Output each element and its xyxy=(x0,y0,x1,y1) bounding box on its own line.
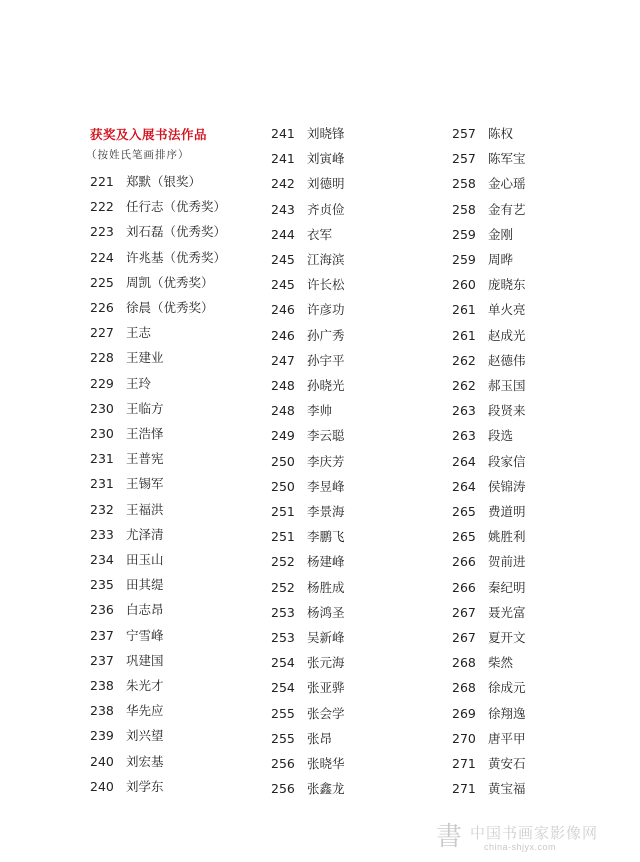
entry-number: 265 xyxy=(452,504,476,519)
entry-name: 段贤来 xyxy=(488,403,526,419)
entry-name: 柴然 xyxy=(488,655,514,671)
entry-name: 刘宏基 xyxy=(126,753,164,769)
entry-number: 243 xyxy=(271,201,295,217)
entry-name: 金心瑶 xyxy=(488,176,526,192)
page-subtitle: （按姓氏笔画排序） xyxy=(86,149,190,161)
entry-name: 杨鸿圣 xyxy=(307,604,345,620)
entry-number: 247 xyxy=(271,352,295,368)
entry-number: 264 xyxy=(452,453,476,469)
entry-name: 李鹏飞 xyxy=(307,529,345,545)
entry-number: 257 xyxy=(452,151,476,167)
entry-name: 华先应 xyxy=(126,703,164,719)
entry-name: 王浩怿 xyxy=(126,426,164,441)
watermark-seal: 書 xyxy=(435,822,462,852)
entry-number: 268 xyxy=(452,680,476,696)
entry-number: 251 xyxy=(271,529,295,545)
entry-number: 267 xyxy=(452,604,476,620)
entry-number: 255 xyxy=(271,730,295,746)
entry-number: 262 xyxy=(452,352,476,368)
entry-number: 230 xyxy=(90,426,114,441)
entry-number: 222 xyxy=(90,199,114,215)
entry-number: 271 xyxy=(452,781,476,797)
entry-number: 237 xyxy=(90,652,114,668)
entry-name: 陈权 xyxy=(488,126,514,141)
entry-number: 261 xyxy=(452,302,476,318)
entry-name: 许兆基（优秀奖） xyxy=(126,249,227,265)
entry-number: 263 xyxy=(452,428,476,444)
entry-number: 253 xyxy=(271,630,295,645)
entry-name: 王临方 xyxy=(126,400,164,416)
entry-name: 刘晓锋 xyxy=(307,126,345,141)
entry-number: 250 xyxy=(271,453,295,469)
entry-name: 王建业 xyxy=(126,350,164,366)
entry-number: 223 xyxy=(90,224,114,240)
entry-name: 江海滨 xyxy=(307,252,345,267)
entry-number: 231 xyxy=(90,451,114,467)
entry-name: 郝玉国 xyxy=(488,378,526,393)
entry-name: 孙广秀 xyxy=(307,327,345,343)
entry-number: 253 xyxy=(271,604,295,620)
entry-name: 王志 xyxy=(126,325,152,341)
entry-number: 265 xyxy=(452,529,476,545)
entry-number: 241 xyxy=(271,151,295,167)
entry-number: 254 xyxy=(271,680,295,696)
entry-number: 264 xyxy=(452,478,476,494)
entry-name: 聂光富 xyxy=(488,604,526,620)
page-title: 获奖及入展书法作品 xyxy=(90,127,208,142)
entry-number: 245 xyxy=(271,277,295,293)
entry-name: 刘兴望 xyxy=(126,728,164,744)
entry-name: 李昱峰 xyxy=(307,478,345,494)
entry-number: 269 xyxy=(452,705,476,721)
entry-number: 232 xyxy=(90,501,114,517)
watermark xyxy=(432,820,632,856)
entry-name: 李庆芳 xyxy=(307,453,345,469)
entry-name: 李景海 xyxy=(307,504,345,519)
entry-number: 233 xyxy=(90,526,114,542)
entry-number: 225 xyxy=(90,274,114,290)
entry-name: 庞晓东 xyxy=(488,277,526,293)
entry-number: 258 xyxy=(452,201,476,217)
entry-number: 268 xyxy=(452,655,476,671)
entry-name: 王普宪 xyxy=(126,451,164,467)
entry-number: 245 xyxy=(271,252,295,267)
entry-name: 衣军 xyxy=(307,226,333,242)
entry-number: 258 xyxy=(452,176,476,192)
entry-name: 宁雪峰 xyxy=(126,627,164,643)
entry-name: 张鑫龙 xyxy=(307,781,345,797)
entry-name: 李帅 xyxy=(307,403,333,419)
entry-number: 234 xyxy=(90,552,114,567)
entry-number: 248 xyxy=(271,378,295,393)
entry-number: 271 xyxy=(452,756,476,771)
watermark-title: 中国书画家影像网 xyxy=(470,824,599,842)
entry-number: 240 xyxy=(90,778,114,794)
entry-number: 252 xyxy=(271,579,295,595)
entry-number: 230 xyxy=(90,400,114,416)
entry-number: 260 xyxy=(452,277,476,293)
entry-name: 张晓华 xyxy=(307,756,345,771)
entry-number: 254 xyxy=(271,655,295,671)
entry-name: 秦纪明 xyxy=(488,579,526,595)
entry-number: 238 xyxy=(90,703,114,719)
entry-number: 263 xyxy=(452,403,476,419)
entry-name: 夏开文 xyxy=(488,630,526,645)
entry-number: 226 xyxy=(90,300,114,315)
entry-name: 田玉山 xyxy=(126,552,164,567)
entry-name: 刘寅峰 xyxy=(307,151,345,167)
entry-number: 221 xyxy=(90,174,114,189)
entry-name: 黄安石 xyxy=(488,756,526,771)
entry-name: 徐成元 xyxy=(488,680,526,696)
entry-number: 250 xyxy=(271,478,295,494)
entry-name: 徐翔逸 xyxy=(488,705,526,721)
entry-name: 唐平甲 xyxy=(488,730,526,746)
entry-number: 238 xyxy=(90,678,114,693)
entry-name: 赵成光 xyxy=(488,327,526,343)
entry-number: 242 xyxy=(271,176,295,192)
entry-name: 徐晨（优秀奖） xyxy=(126,300,214,315)
entry-number: 266 xyxy=(452,579,476,595)
entry-number: 267 xyxy=(452,630,476,645)
entry-name: 张会学 xyxy=(307,705,345,721)
entry-name: 张元海 xyxy=(307,655,345,671)
entry-number: 256 xyxy=(271,781,295,797)
entry-name: 郑默（银奖） xyxy=(126,174,202,189)
entry-number: 229 xyxy=(90,375,114,391)
entry-number: 248 xyxy=(271,403,295,419)
entry-number: 251 xyxy=(271,504,295,519)
entry-number: 241 xyxy=(271,126,295,141)
entry-number: 270 xyxy=(452,730,476,746)
entry-name: 费道明 xyxy=(488,504,526,519)
entry-number: 237 xyxy=(90,627,114,643)
entry-number: 255 xyxy=(271,705,295,721)
entry-number: 256 xyxy=(271,756,295,771)
entry-name: 黄宝福 xyxy=(488,781,526,797)
entry-name: 金刚 xyxy=(488,226,514,242)
entry-number: 231 xyxy=(90,476,114,492)
entry-name: 刘德明 xyxy=(307,176,345,192)
entry-number: 262 xyxy=(452,378,476,393)
entry-number: 261 xyxy=(452,327,476,343)
entry-name: 杨建峰 xyxy=(307,554,345,570)
entry-name: 杨胜成 xyxy=(307,579,345,595)
entry-name: 金有艺 xyxy=(488,201,526,217)
entry-number: 227 xyxy=(90,325,114,341)
entry-name: 朱光才 xyxy=(126,678,164,693)
entry-name: 段家信 xyxy=(488,453,526,469)
entry-name: 侯锦涛 xyxy=(488,478,526,494)
entry-name: 张亚骅 xyxy=(307,680,345,696)
entry-name: 赵德伟 xyxy=(488,352,526,368)
entry-name: 李云聪 xyxy=(307,428,345,444)
entry-name: 许彦功 xyxy=(307,302,345,318)
entry-name: 齐贞俭 xyxy=(307,201,345,217)
entry-number: 228 xyxy=(90,350,114,366)
entry-name: 许长松 xyxy=(307,277,345,293)
entry-name: 白志昂 xyxy=(126,602,164,618)
entry-number: 240 xyxy=(90,753,114,769)
entry-name: 陈军宝 xyxy=(488,151,526,167)
entry-name: 田其缇 xyxy=(126,577,164,593)
entry-number: 259 xyxy=(452,226,476,242)
entry-name: 任行志（优秀奖） xyxy=(126,199,227,215)
entry-number: 236 xyxy=(90,602,114,618)
entry-name: 张昂 xyxy=(307,730,333,746)
entry-name: 刘学东 xyxy=(126,778,164,794)
entry-name: 周晔 xyxy=(488,252,514,267)
entry-name: 孙晓光 xyxy=(307,378,345,393)
entry-name: 孙宇平 xyxy=(307,352,345,368)
entry-name: 尤泽清 xyxy=(126,526,164,542)
entry-name: 贺前进 xyxy=(488,554,526,570)
entry-number: 257 xyxy=(452,126,476,141)
entry-number: 259 xyxy=(452,252,476,267)
entry-number: 246 xyxy=(271,327,295,343)
watermark-url: china-shjyx.com xyxy=(484,842,557,852)
entry-name: 段选 xyxy=(488,428,514,444)
entry-name: 王玲 xyxy=(126,375,152,391)
entry-number: 235 xyxy=(90,577,114,593)
entry-name: 单火亮 xyxy=(488,302,526,318)
entry-name: 刘石磊（优秀奖） xyxy=(126,224,227,240)
entry-name: 周凯（优秀奖） xyxy=(126,274,214,290)
entry-number: 244 xyxy=(271,226,295,242)
entry-number: 266 xyxy=(452,554,476,570)
entry-name: 王锡军 xyxy=(126,476,164,492)
entry-number: 224 xyxy=(90,249,114,265)
entry-name: 姚胜利 xyxy=(488,529,526,545)
entry-name: 吴新峰 xyxy=(307,630,345,645)
entry-name: 巩建国 xyxy=(126,652,164,668)
entry-number: 239 xyxy=(90,728,114,744)
entry-name: 王福洪 xyxy=(126,501,164,517)
entry-number: 246 xyxy=(271,302,295,318)
entry-number: 249 xyxy=(271,428,295,444)
entry-number: 252 xyxy=(271,554,295,570)
